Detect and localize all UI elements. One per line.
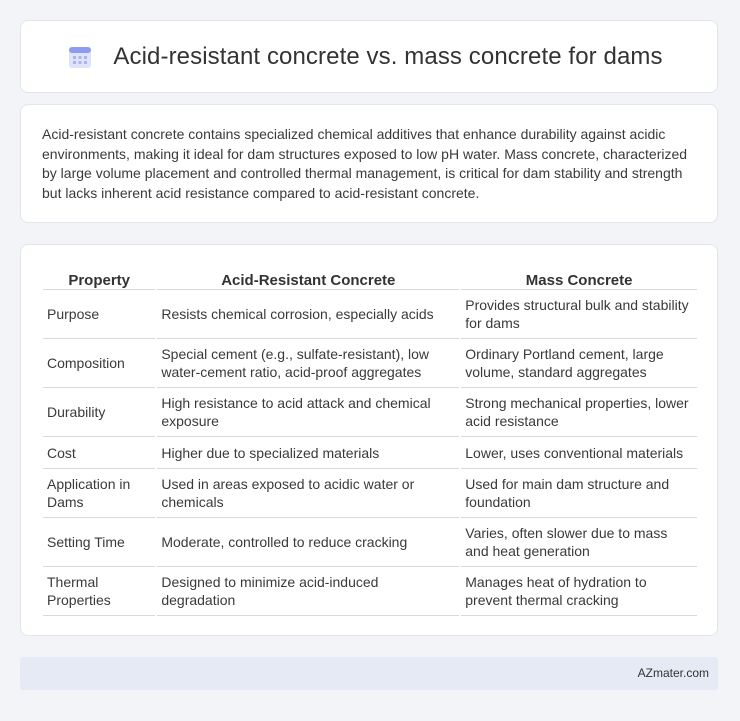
- table-cell: Thermal Properties: [43, 567, 155, 616]
- table-row: [43, 469, 697, 518]
- table-cell: Used for main dam structure and foundation: [461, 469, 697, 518]
- footer-brand[interactable]: AZmater.com: [637, 666, 709, 680]
- table-row: [43, 437, 697, 469]
- page-title: Acid-resistant concrete vs. mass concrete for dams: [113, 42, 663, 70]
- table-cell: Manages heat of hydration to prevent thermal cracking: [461, 567, 697, 616]
- table-cell: Lower, uses conventional materials: [461, 437, 697, 469]
- table-cell: Designed to minimize acid-induced degradation: [157, 567, 459, 616]
- table-cell: Varies, often slower due to mass and heat generation: [461, 518, 697, 567]
- column-header: Mass Concrete: [461, 263, 697, 290]
- table-header-row: [43, 263, 697, 290]
- table-cell: Resists chemical corrosion, especially acids: [157, 290, 459, 339]
- table-cell: Purpose: [43, 290, 155, 339]
- table-cell: Ordinary Portland cement, large volume, standard aggregates: [461, 339, 697, 388]
- table-cell: Durability: [43, 388, 155, 437]
- table-cell: Application in Dams: [43, 469, 155, 518]
- table-cell: Composition: [43, 339, 155, 388]
- table-cell: Moderate, controlled to reduce cracking: [157, 518, 459, 567]
- comparison-card: [20, 244, 718, 636]
- calendar-icon: [67, 44, 93, 70]
- table-cell: Higher due to specialized materials: [157, 437, 459, 469]
- table-cell: High resistance to acid attack and chemical exposure: [157, 388, 459, 437]
- intro-text: Acid-resistant concrete contains specialized chemical additives that enhance durability against acidic environments, making it ideal for dam structures exposed to low pH water. Mass concrete, characterized by large volume placement and controlled thermal management, is critical for dam stability and strength but lacks inherent acid resistance compared to acid-resistant concrete.: [42, 126, 688, 201]
- table-row: [43, 567, 697, 616]
- table-cell: Setting Time: [43, 518, 155, 567]
- comparison-table: [41, 263, 699, 616]
- table-row: [43, 518, 697, 567]
- table-row: [43, 388, 697, 437]
- intro-card: [20, 104, 718, 223]
- footer: [20, 657, 718, 690]
- table-cell: Strong mechanical properties, lower acid resistance: [461, 388, 697, 437]
- table-cell: Cost: [43, 437, 155, 469]
- title-card: [20, 20, 718, 93]
- table-cell: Used in areas exposed to acidic water or chemicals: [157, 469, 459, 518]
- column-header: Property: [43, 263, 155, 290]
- table-row: [43, 290, 697, 339]
- column-header: Acid-Resistant Concrete: [157, 263, 459, 290]
- table-cell: Special cement (e.g., sulfate-resistant), low water-cement ratio, acid-proof aggregates: [157, 339, 459, 388]
- table-cell: Provides structural bulk and stability for dams: [461, 290, 697, 339]
- table-row: [43, 339, 697, 388]
